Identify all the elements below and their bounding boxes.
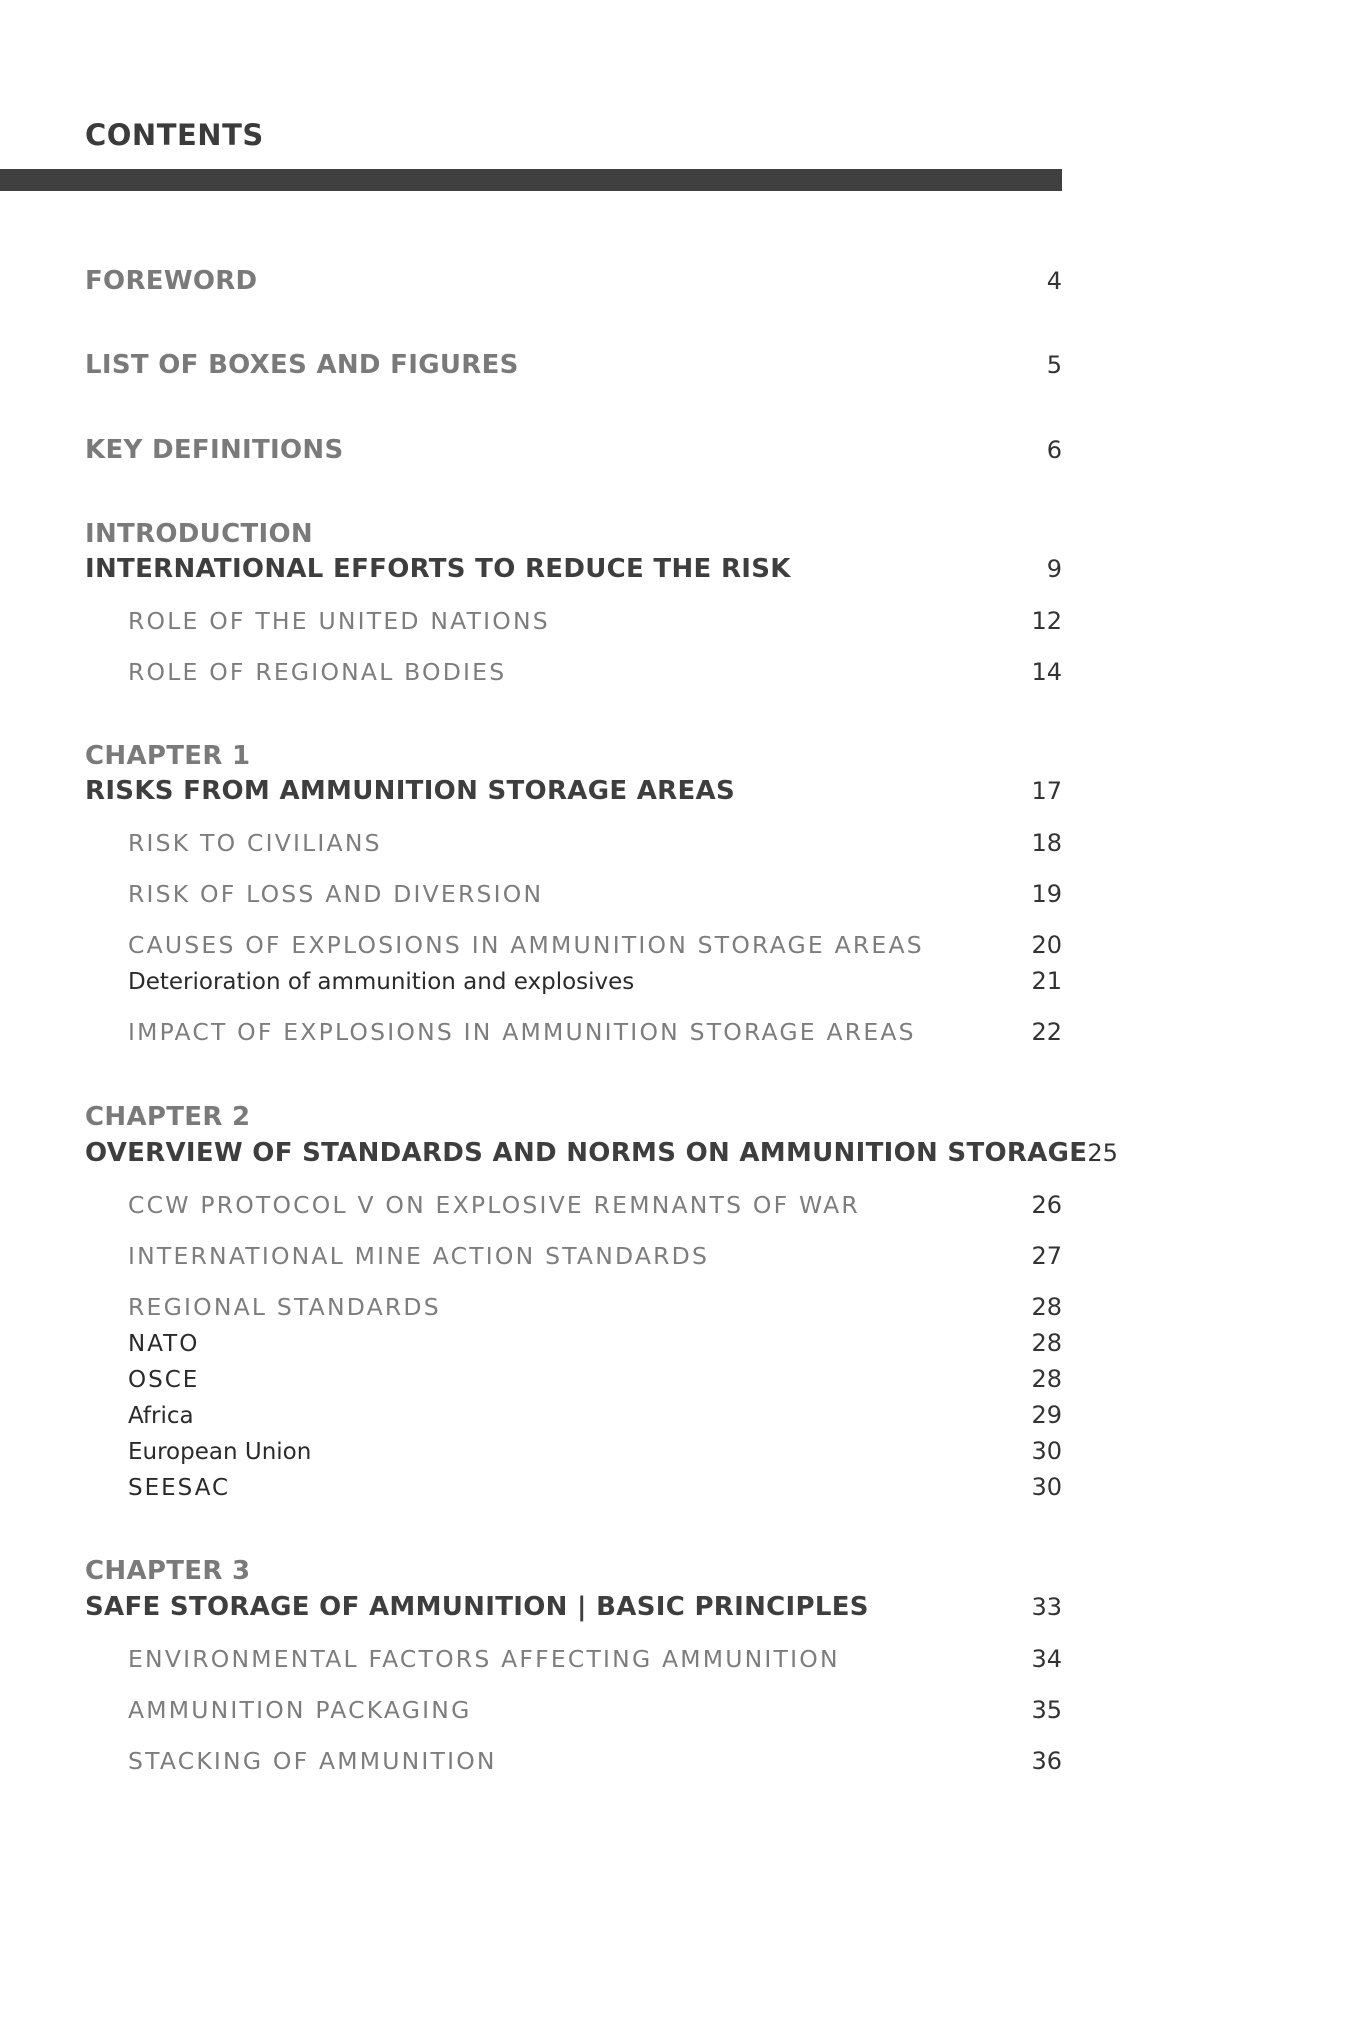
toc-entry-foreword[interactable] (85, 266, 1062, 296)
toc-item[interactable] (128, 1401, 1062, 1429)
toc-page-number: 14 (1031, 658, 1062, 686)
toc-heading: OVERVIEW OF STANDARDS AND NORMS ON AMMUNITION STORAGE (85, 1138, 1088, 1168)
toc-section[interactable] (128, 658, 1062, 686)
toc-page-number: 28 (1031, 1365, 1062, 1393)
toc-page-number: 19 (1031, 880, 1062, 908)
toc-section[interactable] (128, 829, 1062, 857)
toc-section-label: AMMUNITION PACKAGING (128, 1696, 472, 1724)
toc-page-number: 4 (1046, 267, 1062, 295)
toc-section[interactable] (128, 607, 1062, 635)
toc-section[interactable] (128, 880, 1062, 908)
toc-section-label: IMPACT OF EXPLOSIONS IN AMMUNITION STORAGE AREAS (128, 1018, 916, 1046)
chapter-3-kicker: CHAPTER 3 (85, 1556, 251, 1586)
toc-item-label: OSCE (128, 1367, 200, 1393)
toc-item-label: NATO (128, 1331, 200, 1357)
toc-item-label: Africa (128, 1403, 194, 1429)
toc-section-label: CAUSES OF EXPLOSIONS IN AMMUNITION STORAGE AREAS (128, 931, 924, 959)
chapter-1-kicker: CHAPTER 1 (85, 741, 251, 771)
toc-section-label: RISK OF LOSS AND DIVERSION (128, 880, 544, 908)
toc-page-number: 36 (1031, 1747, 1062, 1775)
toc-item[interactable] (128, 1437, 1062, 1465)
toc-section[interactable] (128, 931, 1062, 959)
toc-page-number: 27 (1031, 1242, 1062, 1270)
toc-page-number: 21 (1031, 967, 1062, 995)
toc-page-number: 22 (1031, 1018, 1062, 1046)
toc-section-label: ROLE OF THE UNITED NATIONS (128, 607, 550, 635)
toc-page-number: 18 (1031, 829, 1062, 857)
toc-entry-chapter-2[interactable] (85, 1138, 1118, 1168)
toc-page-number: 29 (1031, 1401, 1062, 1429)
intro-kicker: INTRODUCTION (85, 519, 313, 549)
toc-section-label: REGIONAL STANDARDS (128, 1293, 441, 1321)
toc-item-label: SEESAC (128, 1475, 231, 1501)
toc-entry-label: FOREWORD (85, 266, 258, 296)
toc-entry-label: LIST OF BOXES AND FIGURES (85, 350, 519, 380)
toc-page-number: 33 (1031, 1593, 1062, 1621)
toc-item-label: European Union (128, 1439, 312, 1465)
toc-section-label: ENVIRONMENTAL FACTORS AFFECTING AMMUNITION (128, 1645, 840, 1673)
toc-heading: SAFE STORAGE OF AMMUNITION | BASIC PRINCIPLES (85, 1592, 869, 1622)
toc-heading: INTERNATIONAL EFFORTS TO REDUCE THE RISK (85, 554, 791, 584)
toc-page-number: 28 (1031, 1293, 1062, 1321)
toc-section-label: INTERNATIONAL MINE ACTION STANDARDS (128, 1242, 710, 1270)
toc-page-number: 5 (1046, 351, 1062, 379)
toc-section[interactable] (128, 1191, 1062, 1219)
toc-page-number: 9 (1046, 555, 1062, 583)
title-rule (0, 169, 1062, 191)
toc-section[interactable] (128, 1747, 1062, 1775)
toc-section[interactable] (128, 1645, 1062, 1673)
toc-section-label: STACKING OF AMMUNITION (128, 1747, 497, 1775)
toc-entry-chapter-3[interactable] (85, 1592, 1062, 1622)
toc-item[interactable] (128, 1329, 1062, 1357)
chapter-2-kicker: CHAPTER 2 (85, 1102, 251, 1132)
toc-page-number: 30 (1031, 1473, 1062, 1501)
toc-item[interactable] (128, 967, 1062, 995)
toc-section-label: RISK TO CIVILIANS (128, 829, 382, 857)
toc-entry-key-definitions[interactable] (85, 435, 1062, 465)
toc-page-number: 34 (1031, 1645, 1062, 1673)
toc-page-number: 25 (1087, 1139, 1118, 1167)
toc-section[interactable] (128, 1696, 1062, 1724)
toc-section-label: ROLE OF REGIONAL BODIES (128, 658, 507, 686)
toc-item[interactable] (128, 1473, 1062, 1501)
toc-item[interactable] (128, 1365, 1062, 1393)
toc-item-label: Deterioration of ammunition and explosives (128, 969, 635, 995)
toc-page-number: 35 (1031, 1696, 1062, 1724)
toc-section[interactable] (128, 1018, 1062, 1046)
toc-page-number: 6 (1046, 436, 1062, 464)
toc-entry-chapter-1[interactable] (85, 776, 1062, 806)
toc-page-number: 17 (1031, 777, 1062, 805)
toc-page-number: 12 (1031, 607, 1062, 635)
toc-page-number: 20 (1031, 931, 1062, 959)
toc-page-number: 30 (1031, 1437, 1062, 1465)
toc-entry-introduction[interactable] (85, 554, 1062, 584)
toc-section-label: CCW PROTOCOL V ON EXPLOSIVE REMNANTS OF WAR (128, 1191, 860, 1219)
toc-page-number: 26 (1031, 1191, 1062, 1219)
toc-section[interactable] (128, 1242, 1062, 1270)
toc-section[interactable] (128, 1293, 1062, 1321)
toc-entry-boxes-figures[interactable] (85, 350, 1062, 380)
toc-entry-label: KEY DEFINITIONS (85, 435, 344, 465)
toc-heading: RISKS FROM AMMUNITION STORAGE AREAS (85, 776, 736, 806)
toc-page-number: 28 (1031, 1329, 1062, 1357)
page-title: CONTENTS (85, 118, 264, 152)
